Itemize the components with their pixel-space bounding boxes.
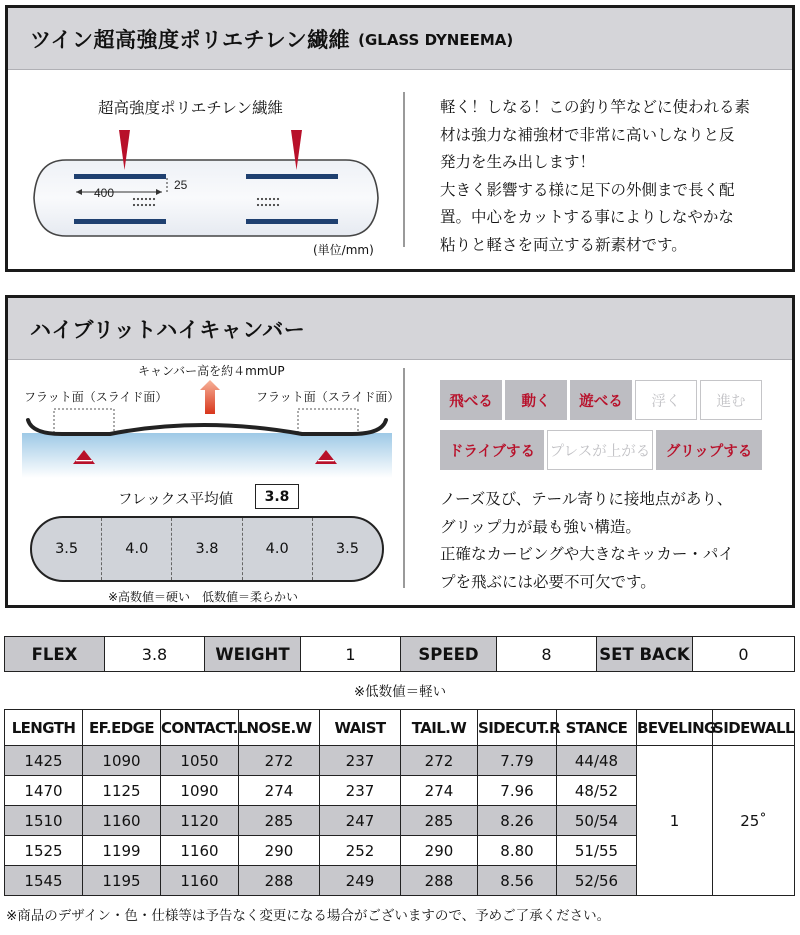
flex-zone-nose: 3.5 [32,518,102,580]
dim-length-label: 400 [93,186,115,200]
col-contact-length: CONTACT.L [161,710,239,746]
cell-stance: 51/55 [557,836,637,866]
cell-nose-width: 285 [239,806,320,836]
cell-beveling: 1 [637,746,713,896]
cell-tail-width: 274 [401,776,478,806]
unit-label: (単位/mm) [313,243,374,257]
cell-waist: 247 [320,806,401,836]
cell-length: 1470 [5,776,83,806]
table-row [5,746,795,776]
dyneema-desc-line: 材は強力な補強材で非常に高いしなりと反 [440,125,735,144]
cell-sidecut-radius: 7.79 [478,746,557,776]
dyneema-panel [5,5,795,272]
cell-contact-length: 1160 [161,836,239,866]
cell-ef-edge: 1125 [83,776,161,806]
cell-sidecut-radius: 8.56 [478,866,557,896]
stat-setback-label: SET BACK [597,637,693,672]
col-nose-width: NOSE.W [239,710,320,746]
flex-note: ※高数値＝硬い 低数値＝柔らかい [108,590,299,604]
cell-tail-width: 285 [401,806,478,836]
stat-speed-label: SPEED [401,637,497,672]
camber-header [8,298,792,360]
stat-flex-label: FLEX [5,637,105,672]
stat-weight-label: WEIGHT [205,637,301,672]
stat-setback-value: 0 [693,637,795,672]
cell-nose-width: 288 [239,866,320,896]
cell-nose-width: 272 [239,746,320,776]
cell-stance: 48/52 [557,776,637,806]
board-fiber-diagram [26,126,386,238]
fiber-label: 超高強度ポリエチレン繊維 [98,99,283,117]
col-sidewall: SIDEWALL [713,710,795,746]
dyneema-desc-line: 大きく影響する様に足下の外側まで長く配 [440,180,735,199]
dyneema-subtitle: (GLASS DYNEEMA) [358,31,514,49]
col-ef-edge: EF.EDGE [83,710,161,746]
tag-grip: グリップする [656,430,762,470]
tag-ugoku: 動く [505,380,567,420]
camber-panel [5,295,795,608]
dyneema-header [8,8,792,70]
dyneema-desc-line: 置。中心をカットする事によりしなやかな [440,208,734,226]
cell-stance: 50/54 [557,806,637,836]
camber-description [440,486,734,596]
footer-note: ※商品のデザイン・色・仕様等は予告なく変更になる場合がございますので、予めご了承ください。 [6,908,611,924]
col-waist: WAIST [320,710,401,746]
dyneema-desc-line: 粘りと軽さを両立する新素材です。 [440,235,687,254]
camber-profile-diagram [22,378,392,478]
section1-divider [403,92,405,247]
dyneema-desc-line: 軽く！しなる！この釣り竿などに使われる素 [440,98,751,116]
cell-contact-length: 1160 [161,866,239,896]
flex-zone-back: 4.0 [243,518,313,580]
cell-ef-edge: 1199 [83,836,161,866]
cell-waist: 237 [320,746,401,776]
cell-waist: 252 [320,836,401,866]
cell-ef-edge: 1160 [83,806,161,836]
dyneema-desc-line: 発力を生み出します！ [440,153,596,171]
size-table-header [5,710,795,746]
tag-drive: ドライブする [440,430,544,470]
flex-avg-label: フレックス平均値 [118,492,234,508]
flex-map [30,516,384,582]
camber-title: ハイブリットハイキャンバー [30,317,306,342]
cell-nose-width: 274 [239,776,320,806]
cell-ef-edge: 1090 [83,746,161,776]
stats-table [4,636,795,672]
tag-uku: 浮く [635,380,697,420]
cell-length: 1510 [5,806,83,836]
flex-avg-value: 3.8 [255,484,299,509]
cell-sidecut-radius: 7.96 [478,776,557,806]
col-beveling: BEVELING [637,710,713,746]
weight-note: ※低数値＝軽い [353,684,447,700]
cell-waist: 249 [320,866,401,896]
flex-zone-front: 4.0 [102,518,172,580]
dim-width-label: 25 [174,178,188,192]
tag-tobu: 飛べる [440,380,502,420]
stat-flex-value: 3.8 [105,637,205,672]
flex-zone-tail: 3.5 [335,541,359,557]
cell-waist: 237 [320,776,401,806]
dyneema-description [440,94,750,259]
flat-left-label: フラット面（スライド面） [24,390,168,404]
camber-desc-line: 正確なカービングや大きなキッカー・パイ [440,545,734,563]
col-tail-width: TAIL.W [401,710,478,746]
col-stance: STANCE [557,710,637,746]
cell-contact-length: 1120 [161,806,239,836]
tag-press: プレスが上がる [547,430,653,470]
tag-asoberu: 遊べる [570,380,632,420]
cell-tail-width: 272 [401,746,478,776]
cell-tail-width: 288 [401,866,478,896]
cell-sidewall: 25˚ [713,746,795,896]
col-sidecut-radius: SIDECUT.R [478,710,557,746]
dyneema-title: ツイン超高強度ポリエチレン繊維 [30,27,351,52]
tag-susumu: 進む [700,380,762,420]
camber-desc-line: グリップ力が最も強い構造。 [440,517,641,536]
flex-zone-center: 3.8 [172,518,242,580]
cell-sidecut-radius: 8.26 [478,806,557,836]
camber-up-label: キャンバー高を約４mmUP [138,364,285,378]
cell-length: 1525 [5,836,83,866]
cell-nose-width: 290 [239,836,320,866]
cell-length: 1545 [5,866,83,896]
stat-speed-value: 8 [497,637,597,672]
cell-contact-length: 1050 [161,746,239,776]
camber-desc-line: プを飛ぶには必要不可欠です。 [440,572,656,591]
cell-tail-width: 290 [401,836,478,866]
cell-sidecut-radius: 8.80 [478,836,557,866]
stat-weight-value: 1 [301,637,401,672]
cell-stance: 44/48 [557,746,637,776]
cell-ef-edge: 1195 [83,866,161,896]
cell-stance: 52/56 [557,866,637,896]
cell-contact-length: 1090 [161,776,239,806]
camber-desc-line: ノーズ及び、テール寄りに接地点があり、 [440,490,733,508]
cell-length: 1425 [5,746,83,776]
section2-divider [403,368,405,588]
flat-right-label: フラット面（スライド面） [256,390,400,404]
size-table [4,709,795,896]
col-length: LENGTH [5,710,83,746]
